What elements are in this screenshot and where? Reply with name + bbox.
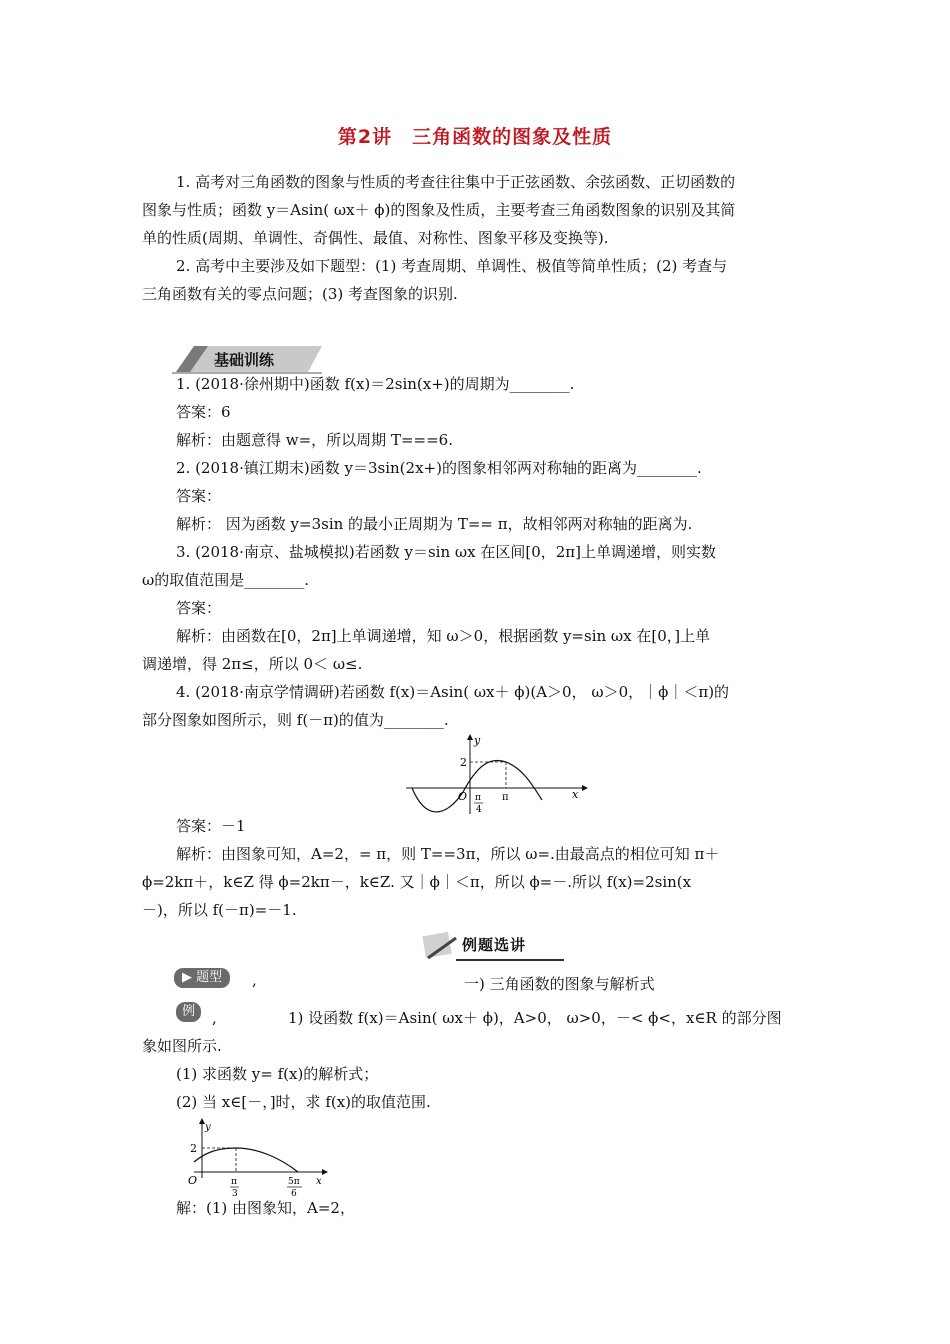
type-title: 一) 三角函数的图象与解析式 bbox=[464, 975, 655, 993]
text-line: 1) 设函数 f(x)＝Asin( ωx＋ ϕ)，A>0， ω>0，－< ϕ<，x∈R 的部分图 bbox=[288, 1009, 782, 1027]
type-tag: ▶ 题型 bbox=[174, 968, 230, 988]
text-line: 2. (2018·镇江期末)函数 y＝3sin(2x+)的图象相邻两对称轴的距离为________. bbox=[176, 459, 702, 477]
section-banner-examples-label: 例题选讲 bbox=[462, 936, 527, 954]
intro-line: 2. 高考中主要涉及如下题型：(1) 考查周期、单调性、极值等简单性质；(2) 考查与 bbox=[176, 257, 728, 275]
intro-line: 单的性质(周期、单调性、奇偶性、最值、对称性、图象平移及变换等). bbox=[142, 229, 609, 247]
cosine-arc-graph-figure bbox=[176, 1118, 336, 1202]
text-line: 部分图象如图所示，则 f(－π)的值为________. bbox=[142, 711, 449, 729]
comma: , bbox=[212, 1009, 217, 1027]
text-line: 答案：6 bbox=[176, 403, 231, 421]
text-line: 调递增，得 2π≤，所以 0＜ ω≤. bbox=[142, 655, 363, 673]
graph2-x-tick2-num: 5π bbox=[288, 1177, 300, 1187]
text-line: －)，所以 f(－π)=－1. bbox=[142, 901, 297, 919]
graph2-x-tick1-den: 3 bbox=[232, 1189, 238, 1199]
section-banner-examples bbox=[418, 928, 568, 964]
text-line: 3. (2018·南京、盐城模拟)若函数 y＝sin ωx 在区间[0，2π]上单调递增，则实数 bbox=[176, 543, 717, 561]
sine-graph-figure bbox=[400, 732, 590, 816]
text-line: 1. (2018·徐州期中)函数 f(x)＝2sin(x+)的周期为________. bbox=[176, 375, 575, 393]
section-banner-basic-label: 基础训练 bbox=[214, 351, 275, 369]
text-line: (2) 当 x∈[－，]时，求 f(x)的取值范围. bbox=[176, 1093, 431, 1111]
text-line: 答案：－1 bbox=[176, 817, 246, 835]
intro-line: 1. 高考对三角函数的图象与性质的考查往往集中于正弦函数、余弦函数、正切函数的 bbox=[176, 173, 736, 191]
text-line: 解析：由函数在[0，2π]上单调递增，知 ω＞0，根据函数 y=sin ωx 在[0，]上单 bbox=[176, 627, 711, 645]
intro-line: 图象与性质；函数 y＝Asin( ωx＋ ϕ)的图象及性质，主要考查三角函数图象的识别及其简 bbox=[142, 201, 736, 219]
solution-line: 解：(1) 由图象知，A=2， bbox=[176, 1199, 355, 1217]
text-line: (1) 求函数 y= f(x)的解析式； bbox=[176, 1065, 379, 1083]
section-banner-basic bbox=[172, 342, 322, 374]
text-line: 解析：由图象可知，A=2，= π，则 T==3π，所以 ω=.由最高点的相位可知 π＋ bbox=[176, 845, 720, 863]
graph2-x-tick2-den: 6 bbox=[291, 1189, 297, 1199]
text-line: 解析： 因为函数 y=3sin 的最小正周期为 T== π，故相邻两对称轴的距离为. bbox=[176, 515, 693, 533]
intro-line: 三角函数有关的零点问题；(3) 考查图象的识别. bbox=[142, 285, 458, 303]
text-line: 答案： bbox=[176, 599, 222, 617]
graph2-origin: O bbox=[188, 1174, 198, 1187]
graph1-x-label: x bbox=[572, 788, 579, 801]
comma: , bbox=[252, 971, 257, 989]
graph2-x-label: x bbox=[316, 1176, 322, 1187]
text-line: 解析：由题意得 w=，所以周期 T===6. bbox=[176, 431, 453, 449]
graph1-y-tick: 2 bbox=[460, 756, 467, 769]
example-tag: 例 bbox=[176, 1002, 201, 1022]
text-line: 象如图所示. bbox=[142, 1037, 222, 1055]
text-line: 4. (2018·南京学情调研)若函数 f(x)＝Asin( ωx＋ ϕ)(A＞0， ω＞0，｜ϕ｜＜π)的 bbox=[176, 683, 730, 701]
graph1-origin: O bbox=[458, 790, 468, 803]
text-line: 答案： bbox=[176, 487, 222, 505]
graph1-y-label: y bbox=[474, 734, 481, 747]
type-tag-label: 题型 bbox=[196, 970, 223, 985]
graph1-x-tick1-den: 4 bbox=[476, 805, 482, 815]
graph1-x-tick1-num: π bbox=[475, 793, 481, 803]
text-line: ϕ=2kπ＋，k∈Z 得 ϕ=2kπ－，k∈Z. 又｜ϕ｜＜π，所以 ϕ=－.所以 f(x)=2sin(x bbox=[142, 873, 692, 891]
graph2-y-tick: 2 bbox=[190, 1142, 197, 1155]
graph1-x-tick2: π bbox=[502, 792, 509, 803]
text-line: ω的取值范围是________. bbox=[142, 571, 310, 589]
page-title: 第2讲 三角函数的图象及性质 bbox=[337, 126, 613, 148]
graph2-y-label: y bbox=[205, 1122, 211, 1133]
graph2-x-tick1-num: π bbox=[231, 1177, 237, 1187]
